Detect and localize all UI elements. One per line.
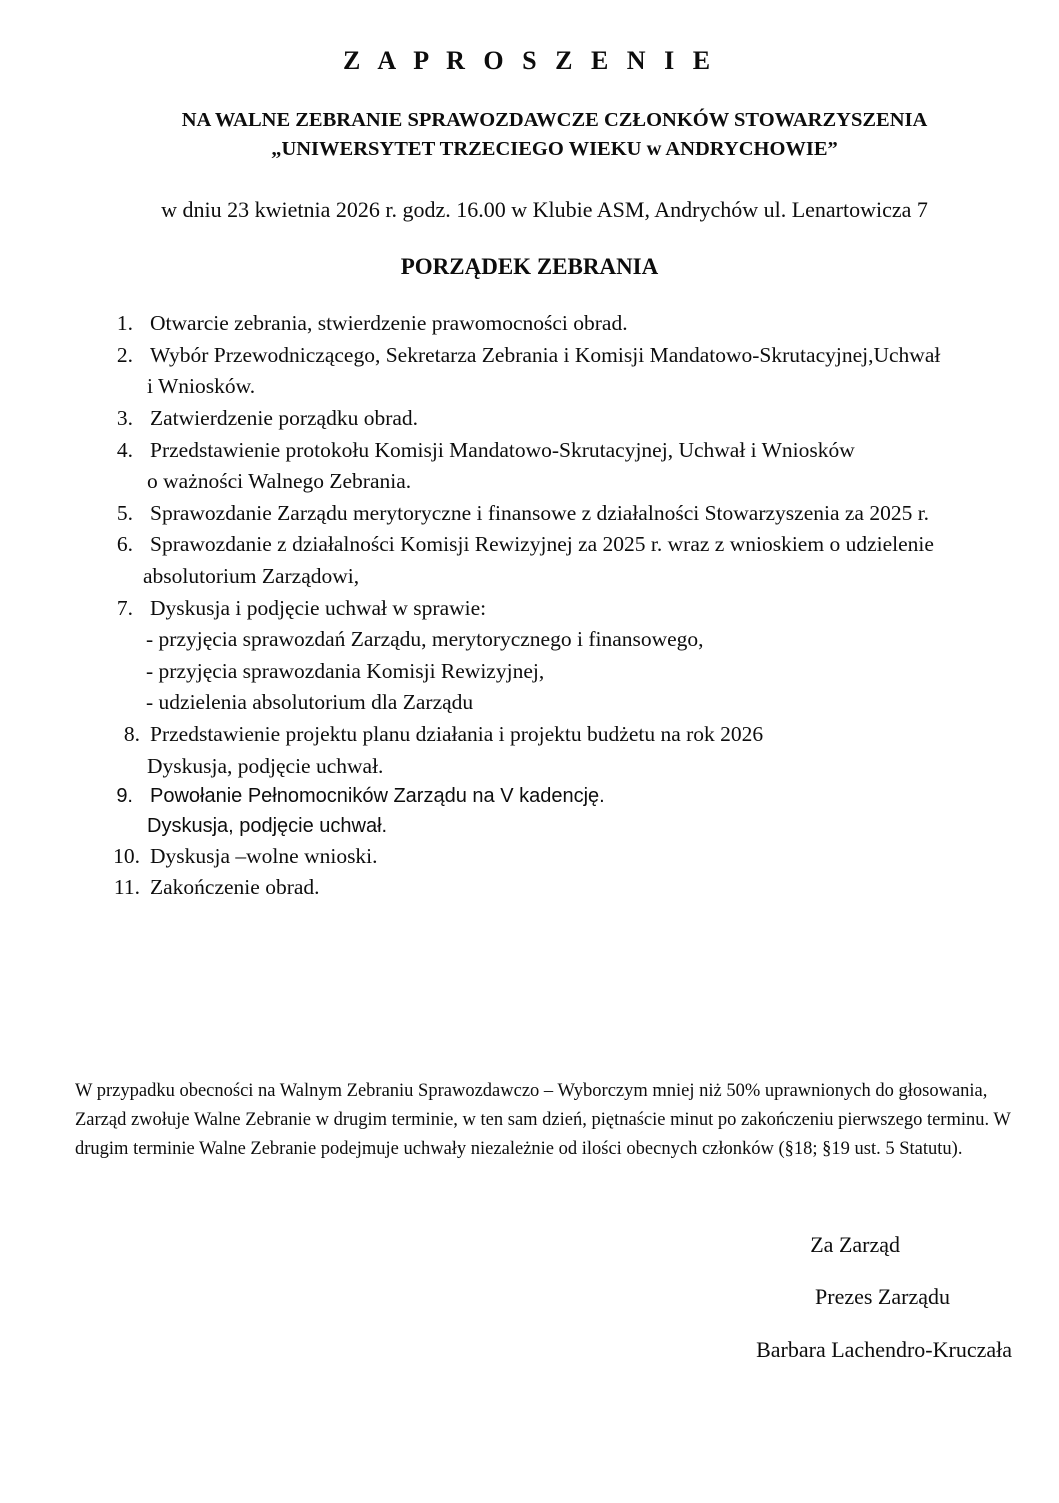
agenda-item-text: Wybór Przewodniczącego, Sekretarza Zebrania i Komisji Mandatowo-Skrutacyjnej,Uchwał [150, 342, 941, 367]
document-subtitle [0, 74, 1059, 164]
agenda-item [0, 529, 1059, 561]
agenda-item-number: 3. [116, 405, 133, 430]
agenda-item-text: Sprawozdanie Zarządu merytoryczne i finansowe z działalności Stowarzyszenia za 2025 r. [150, 500, 930, 525]
agenda-item-number: 5. [116, 500, 133, 525]
agenda-item-number: 2. [116, 342, 133, 367]
document-subtitle-line-2: TRZECIEGO WIEKU w ANDRYCHOWIE” [439, 138, 838, 161]
agenda-item [0, 403, 1059, 435]
document-subtitle-line-1: NA WALNE ZEBRANIE SPRAWOZDAWCZE CZŁONKÓW STOWARZYSZENIA „UNIWERSYTET [181, 109, 928, 161]
agenda-item-number: 10. [113, 843, 140, 868]
agenda-sub-item: - udzielenia absolutorium dla Zarządu [146, 690, 474, 715]
agenda-item-text: Powołanie Pełnomocników Zarządu na V kadencję. [150, 785, 605, 808]
agenda-list [0, 280, 1059, 904]
agenda-item-number: 4. [116, 437, 133, 462]
agenda-item-continuation: o ważności Walnego Zebrania. [147, 469, 412, 494]
meeting-datetime-location: w dniu 23 kwietnia 2026 r. godz. 16.00 w Klubie ASM, Andrychów ul. Lenartowicza 7 [161, 197, 928, 223]
agenda-item-continuation: Dyskusja, podjęcie uchwał. [147, 753, 384, 778]
agenda-item-continuation: i Wniosków. [147, 374, 256, 399]
signature-block [0, 1232, 1012, 1363]
agenda-item [0, 308, 1059, 340]
agenda-sub-item: - przyjęcia sprawozdania Komisji Rewizyjnej, [146, 658, 545, 683]
agenda-sub-item: - przyjęcia sprawozdań Zarządu, merytorycznego i finansowego, [146, 627, 704, 652]
agenda-item-number: 1. [116, 311, 133, 336]
agenda-item-text: Zatwierdzenie porządku obrad. [150, 405, 419, 430]
agenda-item [0, 498, 1059, 530]
agenda-item-continuation: Dyskusja, podjęcie uchwał. [147, 814, 388, 837]
agenda-item-number: 6. [116, 532, 133, 557]
agenda-item-continuation: absolutorium Zarządowi, [143, 563, 360, 588]
signature-name: Barbara Lachendro-Kruczała [756, 1336, 1012, 1362]
document-title: Z A P R O S Z E N I E [342, 46, 717, 75]
agenda-item-text: Otwarcie zebrania, stwierdzenie prawomocności obrad. [150, 311, 628, 336]
agenda-item [0, 782, 1059, 811]
agenda-item-number: 8. [123, 721, 140, 746]
signature-role: Prezes Zarządu [815, 1284, 950, 1310]
agenda-item-text: Zakończenie obrad. [150, 875, 320, 900]
agenda-item-text: Dyskusja i podjęcie uchwał w sprawie: [150, 595, 487, 620]
agenda-item [0, 435, 1059, 467]
agenda-item-text: Sprawozdanie z działalności Komisji Rewizyjnej za 2025 r. wraz z wnioskiem o udzielenie [150, 532, 934, 557]
agenda-item [0, 340, 1059, 372]
quorum-footnote: W przypadku obecności na Walnym Zebraniu Sprawozdawczo – Wyborczym mniej niż 50% uprawnionych do głosowania, Zarząd zwołuje Walne Zebranie w drugim terminie, w ten sam dzień, piętnaście minut po zakończeniu pierwszego terminu. W drugim terminie Walne Zebranie podejmuje uchwały niezależnie od ilości obecnych członków (§18; §19 ust. 5 Statutu). [75, 1080, 1011, 1159]
agenda-item-number: 11. [113, 875, 140, 900]
agenda-item [0, 719, 1059, 751]
agenda-item-text: Przedstawienie protokołu Komisji Mandatowo-Skrutacyjnej, Uchwał i Wniosków [150, 437, 855, 462]
agenda-item-text: Przedstawienie projektu planu działania i projektu budżetu na rok 2026 [150, 721, 764, 746]
agenda-item-text: Dyskusja –wolne wnioski. [150, 843, 378, 868]
agenda-heading: PORZĄDEK ZEBRANIA [400, 253, 659, 279]
agenda-item [0, 593, 1059, 625]
agenda-item-number: 7. [116, 595, 133, 620]
agenda-item-number: 9. [116, 785, 133, 808]
signature-on-behalf: Za Zarząd [810, 1232, 900, 1257]
agenda-item [0, 872, 1059, 904]
agenda-item [0, 841, 1059, 873]
